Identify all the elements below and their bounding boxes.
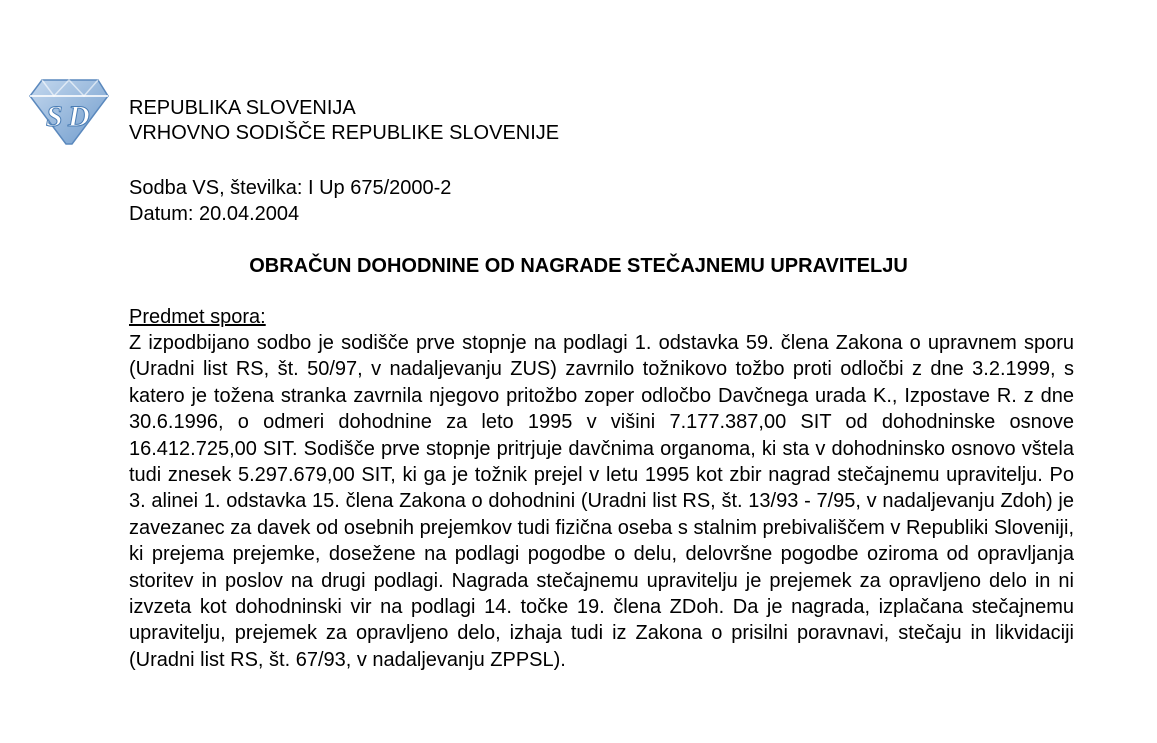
case-date: Datum: 20.04.2004 (129, 203, 300, 225)
document-title: OBRAČUN DOHODNINE OD NAGRADE STEČAJNEMU UPRAVITELJU (249, 255, 908, 277)
case-number: Sodba VS, številka: I Up 675/2000-2 (129, 177, 452, 199)
court-logo-icon (28, 76, 110, 148)
header-country: REPUBLIKA SLOVENIJA (129, 97, 356, 119)
section-heading: Predmet spora: (129, 306, 266, 328)
svg-text:S: S (46, 100, 63, 133)
case-meta (129, 175, 451, 227)
document-header (129, 96, 559, 146)
section-body: Z izpodbijano sodbo je sodišče prve stopnje na podlagi 1. odstavka 59. člena Zakona o upravnem sporu (Uradni list RS, št. 50/97, v nadaljevanju ZUS) zavrnilo tožnikovo tožbo proti odločbi z dne 3.2.1999, s katero je tožena stranka zavrnila njegovo pritožbo zoper odločbo Davčnega urada K., Izpostave R. z dne 30.6.1996, o odmeri dohodnine za leto 1995 v višini 7.177.387,00 SIT od dohodninske osnove 16.412.725,00 SIT. Sodišče prve stopnje pritrjuje davčnima organoma, ki sta v dohodninsko osnovo vštela tudi znesek 5.297.679,00 SIT, ki ga je tožnik prejel v letu 1995 kot zbir nagrad stečajnemu upravitelju. Po 3. alinei 1. odstavka 15. člena Zakona o dohodnini (Uradni list RS, št. 13/93 - 7/95, v nadaljevanju Zdoh) je zavezanec za davek od osebnih prejemkov tudi fizična oseba s stalnim prebivališčem v Republiki Sloveniji, ki prejema prejemke, dosežene na podlagi pogodbe o delu, delovršne pogodbe oziroma od opravljanja storitev in poslov na drugi podlagi. Nagrada stečajnemu upravitelju je prejemek za opravljeno delo in ni izvzeta kot dohodninski vir na podlagi 14. točke 19. člena ZDoh. Da je nagrada, izplačana stečajnemu upravitelju, prejemek za opravljeno delo, izhaja tudi iz Zakona o prisilni poravnavi, stečaju in likvidaciji (Uradni list RS, št. 67/93, v nadaljevanju ZPPSL). (129, 332, 1074, 671)
header-court: VRHOVNO SODIŠČE REPUBLIKE SLOVENIJE (129, 122, 560, 144)
svg-text:D: D (68, 100, 90, 133)
